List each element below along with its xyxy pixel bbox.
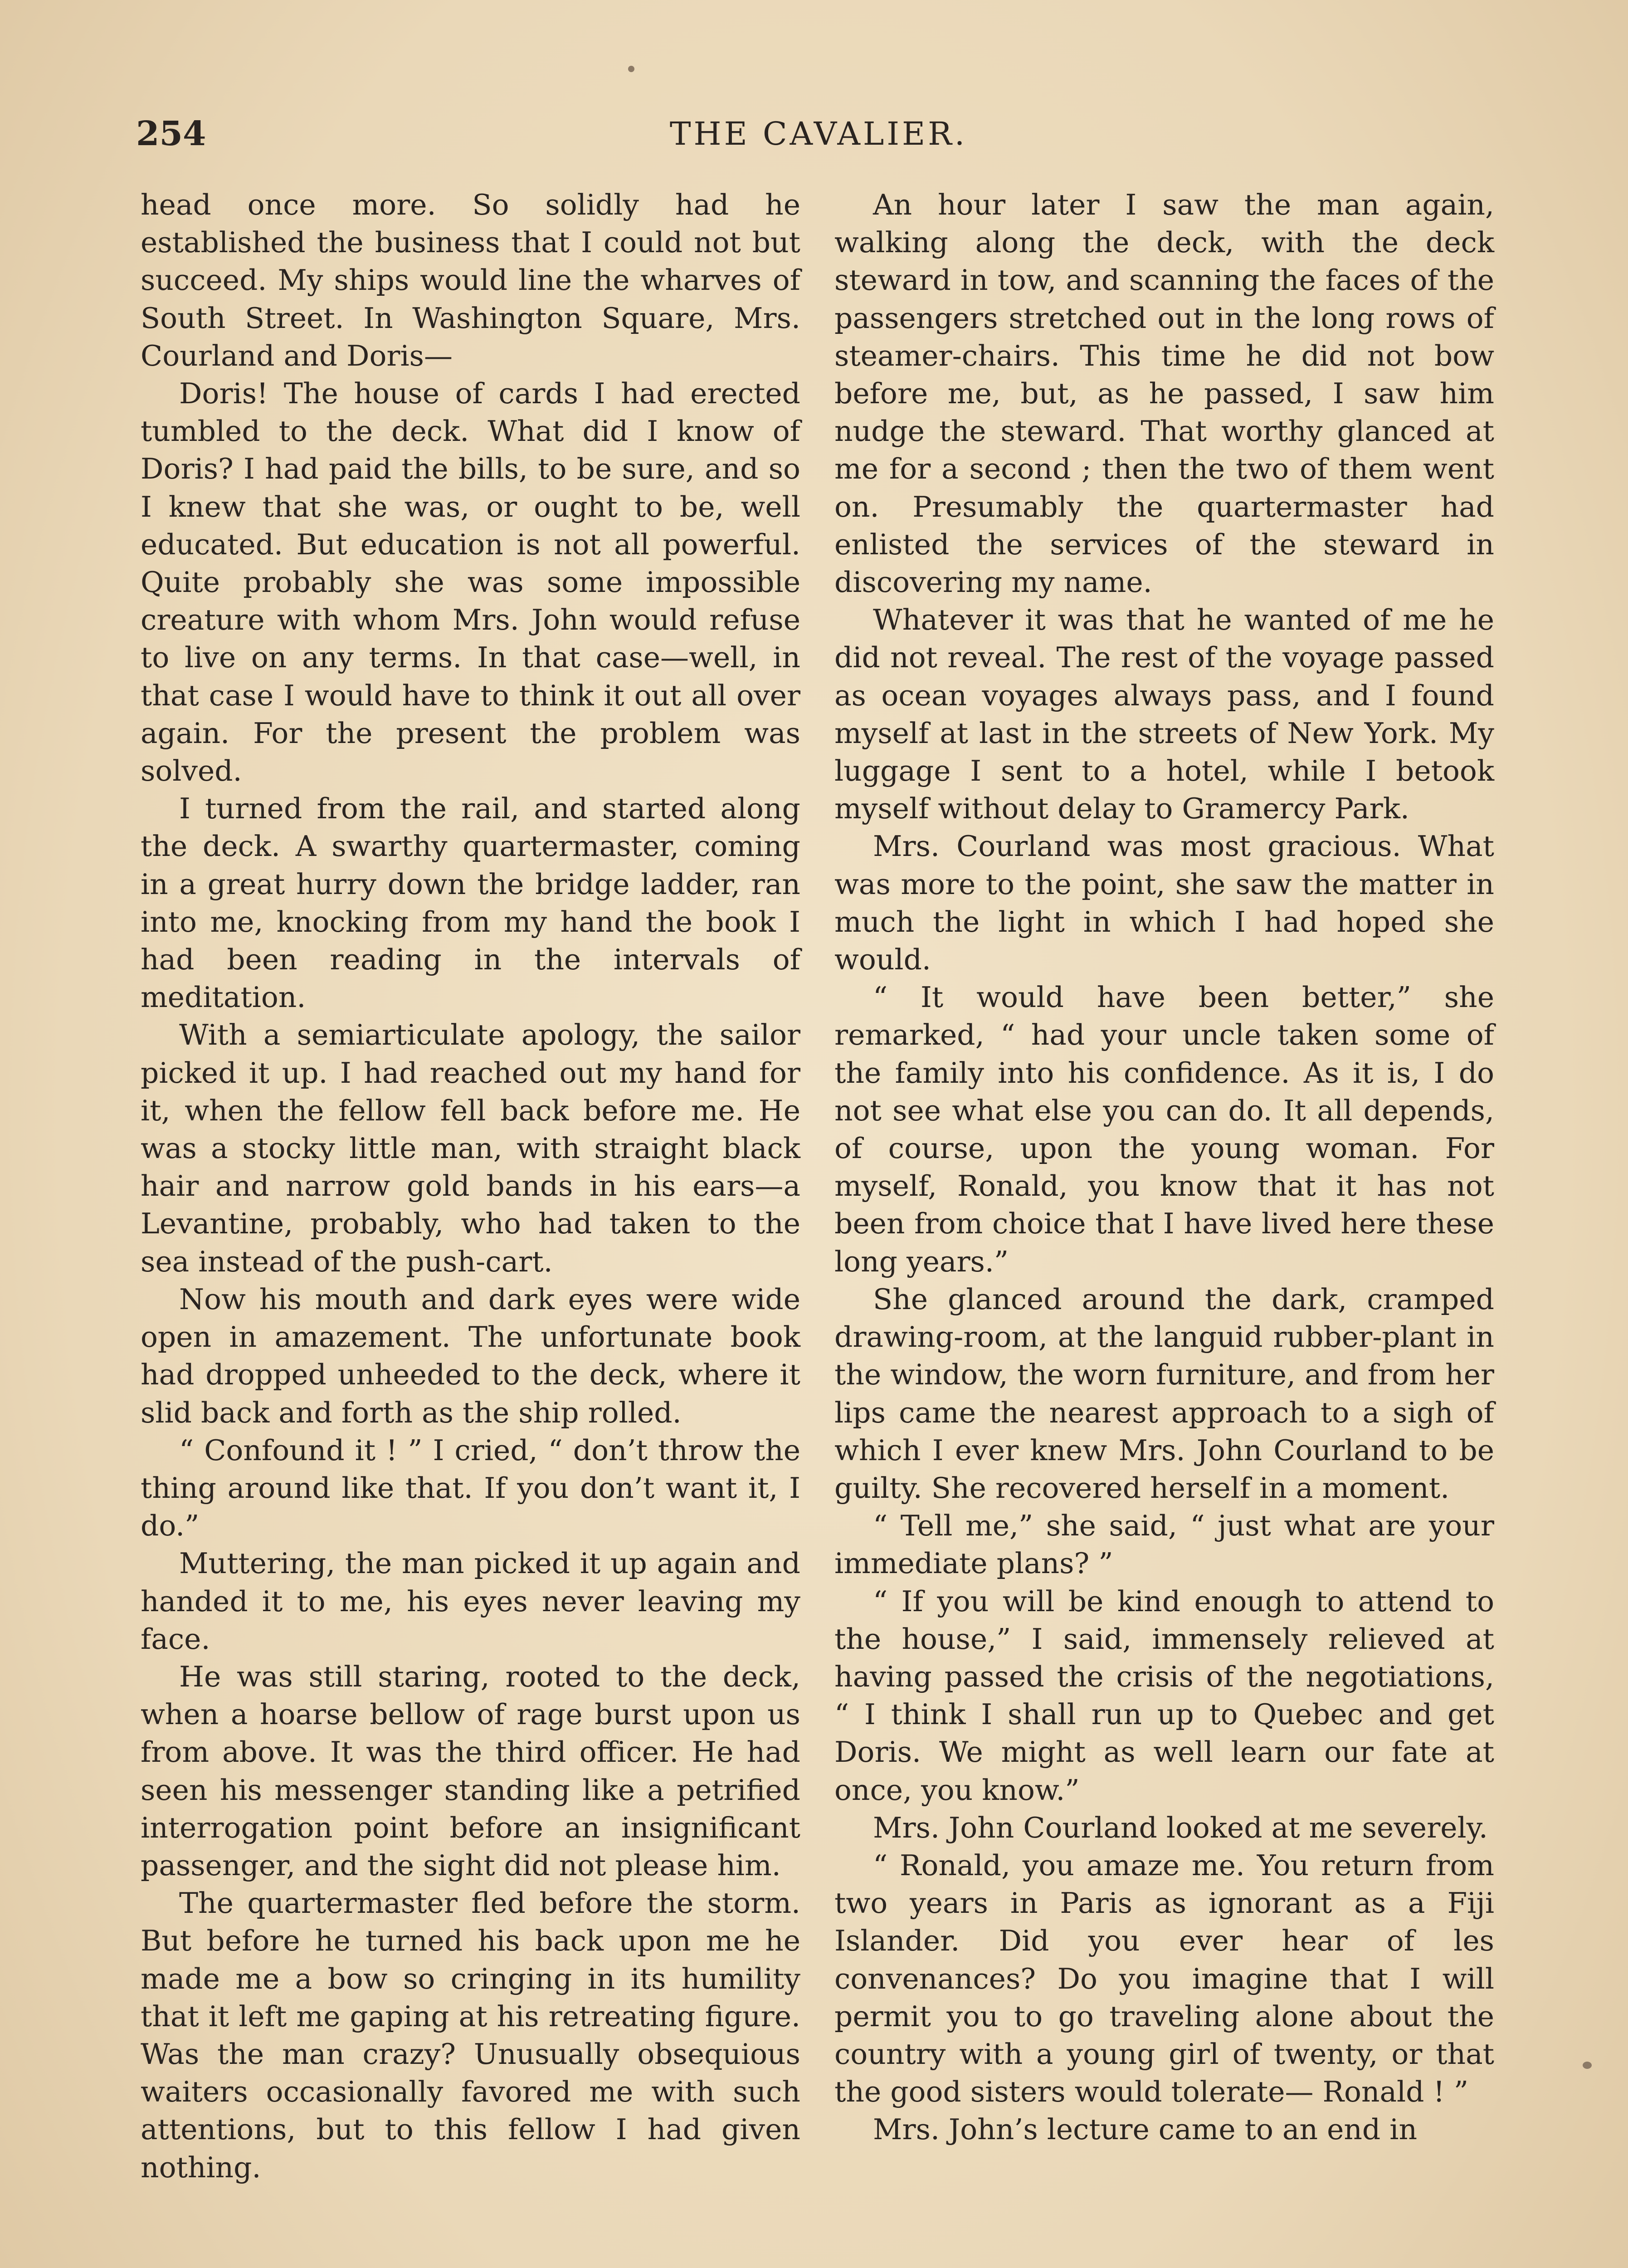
- page-header: [136, 111, 1501, 156]
- paragraph: Now his mouth and dark eyes were wide open in amazement. The unfortunate book had dropped unheeded to the deck, where it slid back and forth as the ship rolled.: [141, 1282, 800, 1429]
- right-column: [834, 186, 1494, 2149]
- paragraph: Mrs. John Courland looked at me severely.: [873, 1811, 1488, 1844]
- paragraph: Whatever it was that he wanted of me he did not reveal. The rest of the voyage passed as ocean voyages always pass, and I found myself at last in the streets of New York. My luggage I sent to a hotel, while I betook myself without delay to Gramercy Park.: [834, 603, 1494, 826]
- paragraph: The quartermaster fled before the storm. But before he turned his back upon me he made me a bow so cringing in its humility that it left me gaping at his retreating figure. Was the man crazy? Unusually obsequious waiters occasionally favored me with such attentions, but to this fellow I had given nothing.: [141, 1887, 800, 2184]
- paragraph: “ Confound it ! ” I cried, “ don’t throw the thing around like that. If you don’t want it, I do.”: [141, 1433, 800, 1543]
- paragraph: “ Tell me,” she said, “ just what are your immediate plans? ”: [834, 1509, 1494, 1580]
- paragraph: He was still staring, rooted to the deck, when a hoarse bellow of rage burst upon us from above. It was the third officer. He had seen his messenger standing like a petrified interrogation point before an insignificant passenger, and the sight did not please him.: [141, 1660, 800, 1882]
- paragraph: An hour later I saw the man again, walking along the deck, with the deck steward in tow, and scanning the faces of the passengers stretched out in the long rows of steamer-chairs. This time he did not bow before me, but, as he passed, I saw him nudge the steward. That worthy glanced at me for a second ; then the two of them went on. Presumably the quartermaster had enlisted the services of the steward in discovering my name.: [834, 188, 1494, 599]
- paragraph: “ It would have been better,” she remarked, “ had your uncle taken some of the family into his confidence. As it is, I do not see what else you can do. It all depends, of course, upon the young woman. For myself, Ronald, you know that it has not been from choice that I have lived here these long years.”: [834, 981, 1494, 1278]
- paragraph: She glanced around the dark, cramped drawing-room, at the languid rubber-plant in the window, the worn furniture, and from her lips came the nearest approach to a sigh of which I ever knew Mrs. John Courland to be guilty. She recovered herself in a moment.: [834, 1282, 1494, 1505]
- paragraph: “ Ronald, you amaze me. You return from two years in Paris as ignorant as a Fiji Islander. Did you ever hear of les convenances? Do you imagine that I will permit you to go traveling alone about the country with a young girl of twenty, or that the good sisters would tolerate— Ronald ! ”: [834, 1848, 1494, 2109]
- running-title: THE CAVALIER.: [669, 115, 968, 152]
- left-column: [141, 186, 800, 2186]
- paragraph: Mrs. Courland was most gracious. What was more to the point, she saw the matter in much the light in which I had hoped she would.: [834, 830, 1494, 977]
- paper-speck: [628, 66, 634, 72]
- paragraph: “ If you will be kind enough to attend to the house,” I said, immensely relieved at having passed the crisis of the negotiations, “ I think I shall run up to Quebec and get Doris. We might as well learn our fate at once, you know.”: [834, 1584, 1494, 1807]
- paragraph: I turned from the rail, and started along the deck. A swarthy quartermaster, coming in a great hurry down the bridge ladder, ran into me, knocking from my hand the book I had been reading in the intervals of meditation.: [141, 792, 800, 1014]
- paragraph: Muttering, the man picked it up again and handed it to me, his eyes never leaving my face.: [141, 1547, 800, 1656]
- paragraph: Doris! The house of cards I had erected tumbled to the deck. What did I know of Doris? I had paid the bills, to be sure, and so I knew that she was, or ought to be, well educated. But education is not all powerful. Quite probably she was some impossible creature with whom Mrs. John would refuse to live on any terms. In that case—well, in that case I would have to think it out all over again. For the present the problem was solved.: [141, 377, 800, 788]
- paragraph: head once more. So solidly had he established the business that I could not but succeed. My ships would line the wharves of South Street. In Washington Square, Mrs. Courland and Doris—: [141, 188, 800, 372]
- page-number: 254: [136, 114, 206, 153]
- paper-speck: [1583, 2062, 1592, 2069]
- paragraph: With a semiarticulate apology, the sailor picked it up. I had reached out my hand for it, when the fellow fell back before me. He was a stocky little man, with straight black hair and narrow gold bands in his ears—a Levantine, probably, who had taken to the sea instead of the push-cart.: [141, 1018, 800, 1278]
- paragraph: Mrs. John’s lecture came to an end in: [873, 2113, 1418, 2146]
